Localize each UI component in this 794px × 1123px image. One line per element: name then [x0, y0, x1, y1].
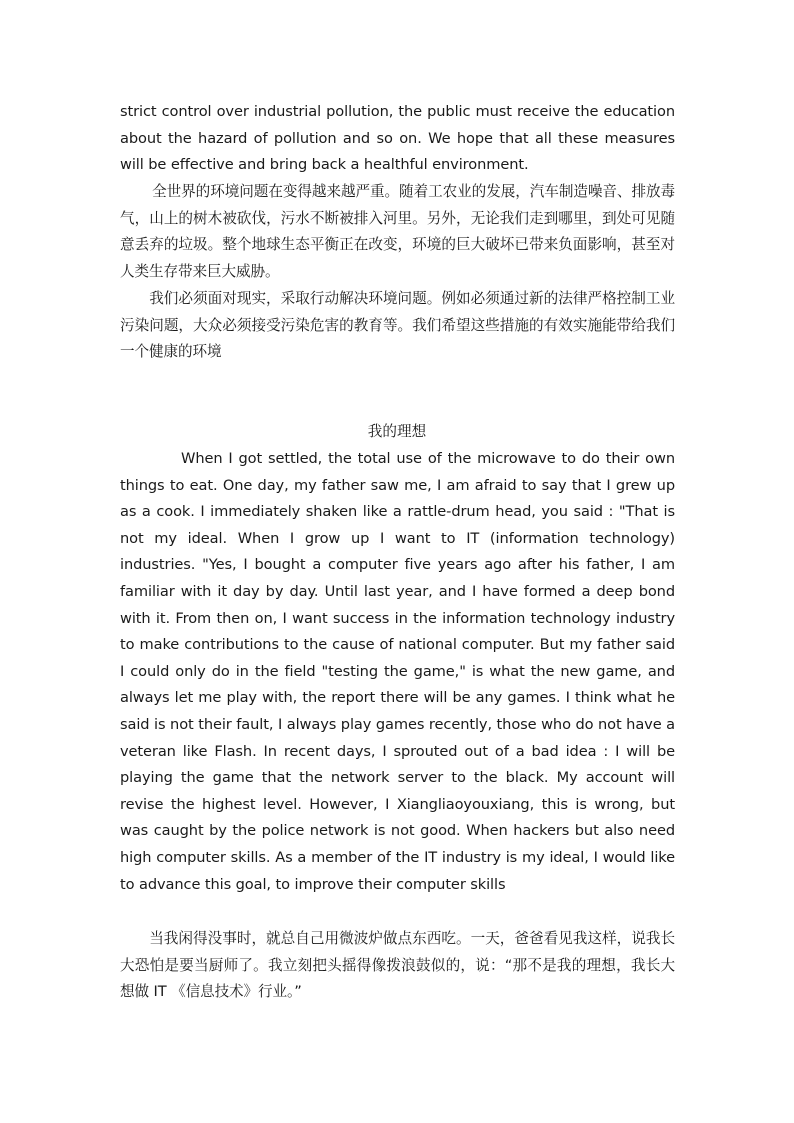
- english-paragraph-pollution: strict control over industrial pollution, the public must receive the education about the hazard of pollution and so on. We hope that all these measures will be effective and bring back a healthful environment.: [120, 103, 675, 173]
- english-paragraph-my-ideal: When I got settled, the total use of the microwave to do their own things to eat. One day, my father saw me, I am afraid to say that I grew up as a cook. I immediately shaken like a rattle-drum head, you said : "That is not my ideal. When I grow up I want to IT (information technology) industries. "Yes, I bought a computer five years ago after his father, I am familiar with it day by day. Until last year, and I have formed a deep bond with it. From then on, I want success in the information technology industry to make contributions to the cause of national computer. But my father said I could only do in the field "testing the game," is what the new game, and always let me play with, the report there will be any games. I think what he said is not their fault, I always play games recently, those who do not have a veteran like Flash. In recent days, I sprouted out of a bad idea : I will be playing the game that the network server to the black. My account will revise the highest level. However, I Xiangliaoyouxiang, this is wrong, but was caught by the police network is not good. When hackers but also need high computer skills. As a member of the IT industry is my ideal, I would like to advance this goal, to improve their computer skills: [120, 450, 675, 893]
- chinese-paragraph-environment-actions: 我们必须面对现实，采取行动解决环境问题。例如必须通过新的法律严格控制工业污染问题，大众必须接受污染危害的教育等。我们希望这些措施的有效实施能带给我们一个健康的环境: [120, 290, 675, 360]
- chinese-paragraph-my-ideal: 当我闲得没事时，就总自己用微波炉做点东西吃。一天，爸爸看见我这样，说我长大恐怕是要当厨师了。我立刻把头摇得像拨浪鼓似的，说：“那不是我的理想，我长大想做 IT 《信息技术》行业。”: [120, 930, 675, 1000]
- chinese-paragraph-environment-problems: 全世界的环境问题在变得越来越严重。随着工农业的发展，汽车制造噪音、排放毒气，山上的树木被砍伐，污水不断被排入河里。另外，无论我们走到哪里，到处可见随意丢弃的垃圾。整个地球生态平衡正在改变，环境的巨大破坏已带来负面影响，甚至对人类生存带来巨大威胁。: [120, 183, 675, 280]
- essay-title: 我的理想: [367, 423, 427, 440]
